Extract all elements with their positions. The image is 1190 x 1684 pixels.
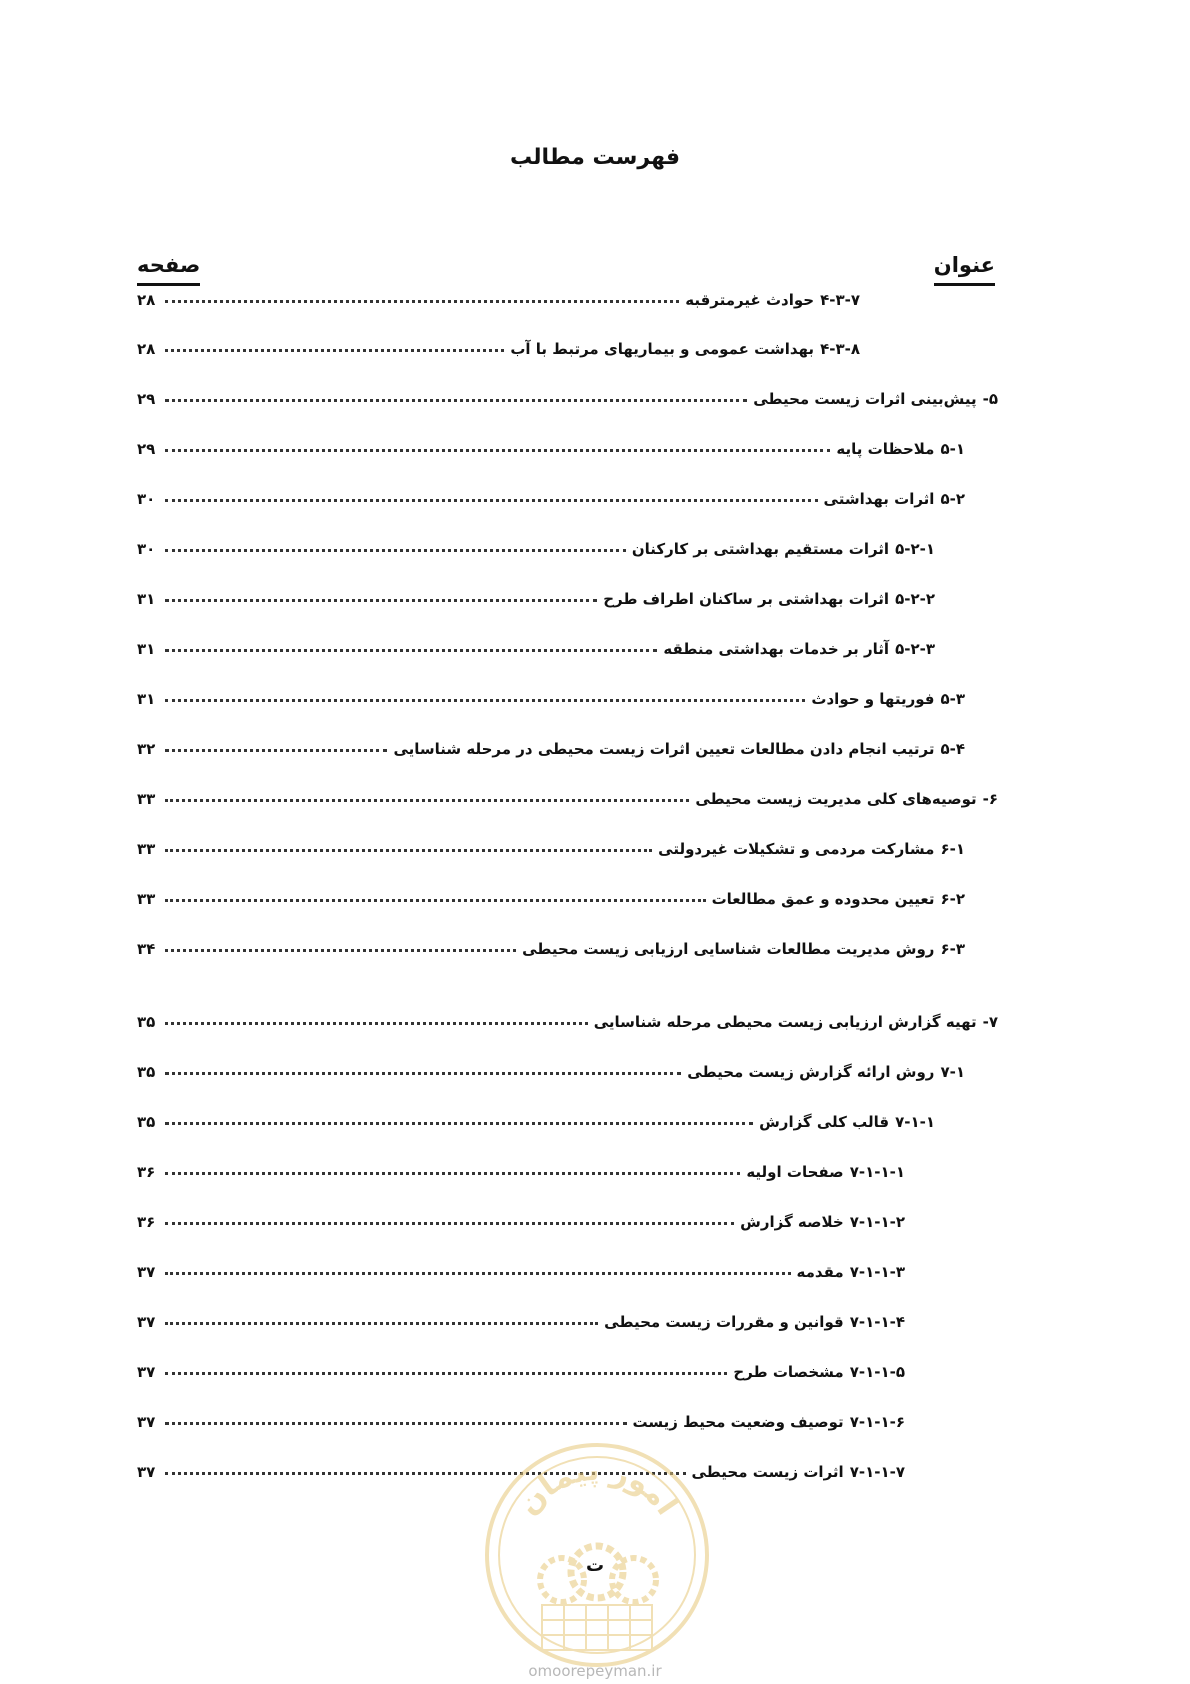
toc-row-number: ۶-۳ <box>940 940 965 958</box>
toc-row-page: ۳۷ <box>137 1263 156 1281</box>
toc-row-page: ۳۵ <box>137 1063 156 1081</box>
toc-row[interactable] <box>137 732 965 758</box>
toc-row[interactable] <box>137 1405 905 1431</box>
toc-row-number: ۵- <box>982 390 998 408</box>
toc-row[interactable] <box>137 1005 998 1031</box>
toc-row-page: ۳۶ <box>137 1213 156 1231</box>
toc-dot-leader <box>165 399 747 402</box>
toc-row-page: ۳۷ <box>137 1363 156 1381</box>
toc-row-number: ۵-۲-۳ <box>895 640 935 658</box>
watermark-seal-text: امور پیمان <box>510 1452 685 1522</box>
toc-row-page: ۳۱ <box>137 590 156 608</box>
watermark-url: omoorepeyman.ir <box>528 1662 662 1680</box>
toc-dot-leader <box>165 949 516 952</box>
toc-row-title: اثرات مستقیم بهداشتی بر کارکنان <box>631 540 890 558</box>
toc-row-number: ۷-۱-۱ <box>895 1113 935 1131</box>
toc-dot-leader <box>165 899 706 902</box>
toc-row[interactable] <box>137 532 935 558</box>
toc-row-title: ترتیب انجام دادن مطالعات تعیین اثرات زیست محیطی در مرحله شناسایی <box>393 740 935 758</box>
toc-row[interactable] <box>137 932 965 958</box>
toc-row-title: قوانین و مقررات زیست محیطی <box>604 1313 844 1331</box>
toc-row[interactable] <box>137 283 860 309</box>
toc-row[interactable] <box>137 632 935 658</box>
toc-dot-leader <box>165 1272 791 1275</box>
toc-row-number: ۷-۱-۱-۵ <box>849 1363 905 1381</box>
toc-row[interactable] <box>137 1355 905 1381</box>
toc-row[interactable] <box>137 332 860 358</box>
toc-row-page: ۳۲ <box>137 740 156 758</box>
toc-row[interactable] <box>137 482 965 508</box>
toc-row-number: ۴-۳-۷ <box>820 291 860 309</box>
toc-row-number: ۶- <box>982 790 998 808</box>
toc-row[interactable] <box>137 1255 905 1281</box>
toc-row-page: ۳۱ <box>137 690 156 708</box>
toc-row-number: ۵-۱ <box>940 440 965 458</box>
toc-row[interactable] <box>137 882 965 908</box>
toc-dot-leader <box>165 1122 753 1125</box>
toc-row-page: ۳۵ <box>137 1113 156 1131</box>
toc-row-page: ۳۵ <box>137 1013 156 1031</box>
toc-row-number: ۷-۱ <box>940 1063 965 1081</box>
toc-dot-leader <box>165 1472 686 1475</box>
toc-row[interactable] <box>137 1105 935 1131</box>
toc-row-title: فوریتها و حوادث <box>811 690 935 708</box>
toc-row-page: ۳۰ <box>137 490 156 508</box>
toc-row[interactable] <box>137 1055 965 1081</box>
toc-row-page: ۲۹ <box>137 440 156 458</box>
toc-dot-leader <box>165 1072 681 1075</box>
toc-dot-leader <box>165 649 657 652</box>
toc-row-number: ۷-۱-۱-۶ <box>849 1413 905 1431</box>
toc-row-title: توصیه‌های کلی مدیریت زیست محیطی <box>695 790 977 808</box>
toc-row-title: مقدمه <box>796 1263 844 1281</box>
toc-row[interactable] <box>137 582 935 608</box>
toc-row-page: ۳۴ <box>137 940 156 958</box>
toc-dot-leader <box>165 1322 598 1325</box>
toc-row-number: ۷-۱-۱-۴ <box>849 1313 905 1331</box>
toc-row-number: ۷- <box>982 1013 998 1031</box>
toc-row[interactable] <box>137 682 965 708</box>
toc-row-page: ۳۱ <box>137 640 156 658</box>
toc-row[interactable] <box>137 1455 905 1481</box>
toc-row-page: ۲۸ <box>137 340 156 358</box>
toc-dot-leader <box>165 449 830 452</box>
toc-dot-leader <box>165 849 652 852</box>
toc-row-page: ۳۰ <box>137 540 156 558</box>
toc-dot-leader <box>165 1422 627 1425</box>
toc-row-title: خلاصه گزارش <box>740 1213 844 1231</box>
toc-row-title: حوادث غیرمترقبه <box>685 291 815 309</box>
toc-row-number: ۵-۲ <box>940 490 965 508</box>
toc-row-page: ۳۳ <box>137 790 156 808</box>
page-title: فهرست مطالب <box>509 145 681 170</box>
column-page-header: صفحه <box>137 252 200 286</box>
toc-row-number: ۷-۱-۱-۷ <box>849 1463 905 1481</box>
toc-row[interactable] <box>137 432 965 458</box>
toc-row-number: ۵-۲-۱ <box>895 540 935 558</box>
toc-row-page: ۳۳ <box>137 840 156 858</box>
toc-dot-leader <box>165 349 504 352</box>
toc-row-page: ۳۶ <box>137 1163 156 1181</box>
toc-row-title: تعیین محدوده و عمق مطالعات <box>711 890 935 908</box>
toc-row-page: ۲۹ <box>137 390 156 408</box>
toc-dot-leader <box>165 1222 734 1225</box>
toc-row-title: اثرات بهداشتی بر ساکنان اطراف طرح <box>603 590 890 608</box>
toc-row[interactable] <box>137 782 998 808</box>
toc-row-number: ۴-۳-۸ <box>820 340 860 358</box>
toc-dot-leader <box>165 1372 727 1375</box>
toc-row-page: ۲۸ <box>137 291 156 309</box>
toc-dot-leader <box>165 599 597 602</box>
toc-row-title: اثرات بهداشتی <box>823 490 935 508</box>
toc-row-number: ۵-۳ <box>940 690 965 708</box>
toc-row[interactable] <box>137 1205 905 1231</box>
toc-dot-leader <box>165 499 818 502</box>
toc-row-number: ۶-۱ <box>940 840 965 858</box>
toc-row-number: ۶-۲ <box>940 890 965 908</box>
toc-row-number: ۵-۴ <box>940 740 965 758</box>
toc-row[interactable] <box>137 382 998 408</box>
toc-dot-leader <box>165 1022 588 1025</box>
toc-row-title: توصیف وضعیت محیط زیست <box>632 1413 844 1431</box>
toc-row-number: ۷-۱-۱-۳ <box>849 1263 905 1281</box>
toc-row-title: تهیه گزارش ارزیابی زیست محیطی مرحله شناسایی <box>593 1013 977 1031</box>
toc-row-title: پیش‌بینی اثرات زیست محیطی <box>753 390 977 408</box>
toc-row[interactable] <box>137 1155 905 1181</box>
toc-row-page: ۳۷ <box>137 1463 156 1481</box>
toc-row-page: ۳۷ <box>137 1313 156 1331</box>
toc-row-number: ۷-۱-۱-۲ <box>849 1213 905 1231</box>
toc-row[interactable] <box>137 1305 905 1331</box>
toc-row-title: اثرات زیست محیطی <box>691 1463 844 1481</box>
toc-dot-leader <box>165 1172 740 1175</box>
toc-row-title: بهداشت عمومی و بیماریهای مرتبط با آب <box>510 340 815 358</box>
toc-row-number: ۵-۲-۲ <box>895 590 935 608</box>
toc-dot-leader <box>165 799 689 802</box>
toc-row-title: صفحات اولیه <box>746 1163 844 1181</box>
toc-row-number: ۷-۱-۱-۱ <box>849 1163 905 1181</box>
toc-row-title: ملاحظات پایه <box>836 440 935 458</box>
column-title-header: عنوان <box>934 252 995 286</box>
toc-dot-leader <box>165 699 805 702</box>
toc-row-title: مشارکت مردمی و تشکیلات غیردولتی <box>658 840 935 858</box>
toc-row-title: مشخصات طرح <box>733 1363 844 1381</box>
toc-row-title: روش ارائه گزارش زیست محیطی <box>687 1063 935 1081</box>
toc-row-page: ۳۷ <box>137 1413 156 1431</box>
toc-row-title: روش مدیریت مطالعات شناسایی ارزیابی زیست محیطی <box>522 940 935 958</box>
toc-row-title: آثار بر خدمات بهداشتی منطقه <box>663 640 890 658</box>
toc-dot-leader <box>165 300 679 303</box>
page-footer-letter: ت <box>585 1555 605 1576</box>
toc-dot-leader <box>165 749 387 752</box>
toc-dot-leader <box>165 549 626 552</box>
toc-row[interactable] <box>137 832 965 858</box>
toc-row-title: قالب کلی گزارش <box>759 1113 890 1131</box>
toc-row-page: ۳۳ <box>137 890 156 908</box>
